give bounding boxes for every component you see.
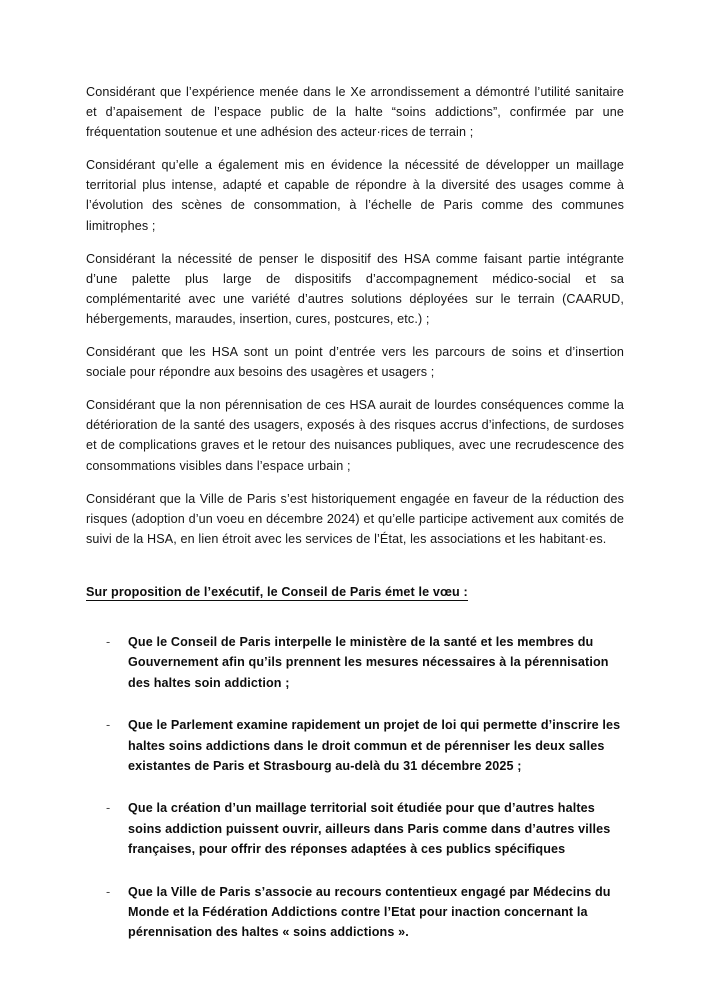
voeu-heading: Sur proposition de l’exécutif, le Conseil de Paris émet le vœu : [86,584,468,599]
considerant-paragraph-6: Considérant que la Ville de Paris s’est historiquement engagée en faveur de la réduction des risques (adoption d’un voeu en décembre 2024) et qu’elle participe activement aux comités de suivi de la HSA, en lien étroit avec les services de l’État, les associations et les habitant·es. [86,491,624,546]
list-item [86,882,624,943]
considerant-paragraph-4: Considérant que les HSA sont un point d’entrée vers les parcours de soins et d’insertion sociale pour répondre aux besoins des usagères et usagers ; [86,345,624,380]
list-item [86,632,624,693]
considerant-paragraph-2: Considérant qu’elle a également mis en évidence la nécessité de développer un maillage territorial plus intense, adapté et capable de répondre à la diversité des usages comme à l’évolution des scènes de consommation, à l’échelle de Paris comme des communes limitrophes ; [86,158,624,233]
voeu-item-text-2: Que le Parlement examine rapidement un projet de loi qui permette d’inscrire les haltes soins addictions dans le droit commun et de pérenniser les deux salles existantes de Paris et Strasbourg au-delà du 31 décembre 2025 ; [128,718,621,773]
considerant-paragraph-1: Considérant que l’expérience menée dans le Xe arrondissement a démontré l’utilité sanitaire et d’apaisement de l’espace public de la halte “soins addictions”, confirmée par une fréquentation soutenue et une adhésion des acteur·rices de terrain ; [86,85,624,140]
considerants-block [86,82,624,549]
list-item [86,715,624,776]
voeu-item-text-1: Que le Conseil de Paris interpelle le ministère de la santé et les membres du Gouvernement afin qu’ils prennent les mesures nécessaires à la pérennisation des haltes soin addiction ; [128,634,609,690]
bullet-dash-icon: - [106,801,111,816]
bullet-dash-icon: - [106,718,111,733]
voeu-items-list [86,632,624,943]
voeu-item-text-4: Que la Ville de Paris s’associe au recours contentieux engagé par Médecins du Monde et la Fédération Addictions contre l’Etat pour inaction concernant la pérennisation des haltes « soins addictions ». [128,884,611,940]
voeu-heading-container [86,582,624,602]
list-item [86,798,624,859]
bullet-dash-icon: - [106,884,111,899]
considerant-paragraph-3: Considérant la nécessité de penser le dispositif des HSA comme faisant partie intégrante d’une palette plus large de dispositifs d’accompagnement médico-social et sa complémentarité avec une variété d’autres solutions déployées sur le terrain (CAARUD, hébergements, maraudes, insertion, cures, postcures, etc.) ; [86,251,624,326]
voeu-item-text-3: Que la création d’un maillage territorial soit étudiée pour que d’autres haltes soins addiction puissent ouvrir, ailleurs dans Paris comme dans d’autres villes françaises, pour offrir des réponses adaptées à ces publics spécifiques [128,801,611,857]
bullet-dash-icon: - [106,634,111,649]
considerant-paragraph-5: Considérant que la non pérennisation de ces HSA aurait de lourdes conséquences comme la détérioration de la santé des usagers, exposés à des risques accrus d’infections, de surdoses et de complications graves et le retour des nuisances publiques, avec une recrudescence des consommations visibles dans l’espace urbain ; [86,398,624,473]
